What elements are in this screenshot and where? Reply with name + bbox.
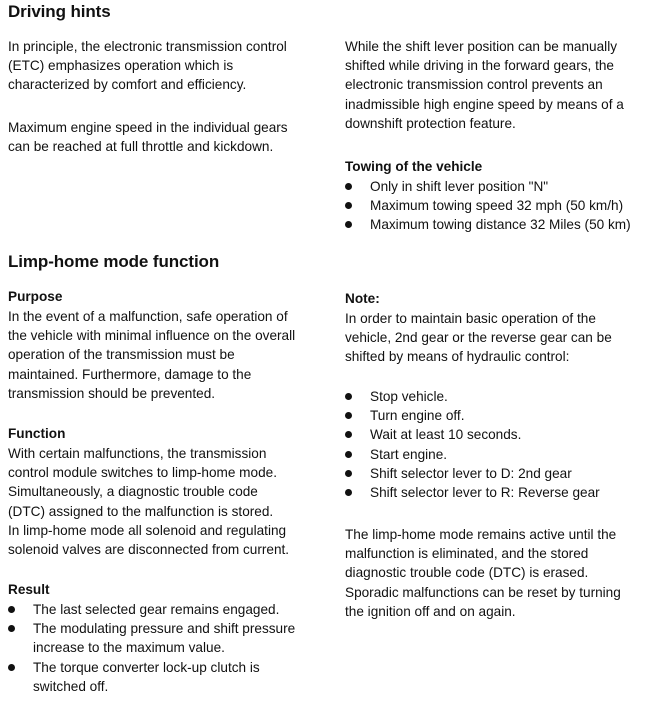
- towing-heading: Towing of the vehicle: [345, 159, 483, 174]
- driving-hints-intro-paragraph: [8, 37, 287, 95]
- text-line: In limp-home mode all solenoid and regulating: [8, 522, 287, 538]
- list-item: [345, 483, 600, 502]
- list-item-text: The modulating pressure and shift pressure: [33, 621, 296, 637]
- hydraulic-steps-list: [345, 387, 600, 502]
- max-engine-speed-paragraph: [8, 118, 288, 156]
- text-line: downshift protection feature.: [345, 115, 516, 131]
- list-item: [8, 600, 295, 619]
- text-line: can be reached at full throttle and kickdown.: [8, 139, 274, 155]
- list-item-text: Start engine.: [370, 446, 448, 462]
- text-line: control module switches to limp-home mode.: [8, 465, 277, 481]
- list-item-text: Turn engine off.: [370, 408, 465, 424]
- bullet-icon: [8, 625, 15, 632]
- text-line: (ETC) emphasizes operation which is: [8, 58, 234, 74]
- text-line: malfunction is eliminated, and the stored: [345, 546, 589, 562]
- list-item: [8, 619, 295, 657]
- text-line: With certain malfunctions, the transmission: [8, 446, 267, 461]
- limp-home-closing-paragraph: [345, 525, 621, 621]
- bullet-icon: [345, 489, 352, 496]
- list-item: [345, 177, 631, 196]
- result-heading: Result: [8, 582, 50, 597]
- bullet-icon: [345, 412, 352, 419]
- text-line: maintained. Furthermore, damage to the: [8, 366, 252, 382]
- list-item-text: switched off.: [33, 678, 109, 694]
- text-line: diagnostic trouble code (DTC) is erased.: [345, 565, 589, 581]
- text-line: Maximum engine speed in the individual gears: [8, 120, 288, 135]
- list-item: [345, 445, 600, 464]
- list-item: [345, 387, 600, 406]
- list-item: [345, 406, 600, 425]
- text-line: shifted while driving in the forward gears, the: [345, 58, 614, 74]
- list-item: [345, 425, 600, 444]
- downshift-protection-paragraph: [345, 37, 624, 133]
- list-item: [8, 658, 295, 696]
- list-item: [345, 215, 631, 234]
- function-paragraph: [8, 444, 289, 559]
- list-item-text: Shift selector lever to R: Reverse gear: [370, 485, 600, 501]
- purpose-heading: Purpose: [8, 289, 63, 304]
- note-heading: Note:: [345, 291, 380, 306]
- function-heading: Function: [8, 426, 66, 441]
- text-line: the vehicle with minimal influence on the overall: [8, 328, 296, 344]
- list-item-text: increase to the maximum value.: [33, 640, 225, 656]
- bullet-icon: [345, 451, 352, 458]
- bullet-icon: [345, 431, 352, 438]
- result-list: [8, 600, 295, 696]
- note-paragraph: [345, 309, 612, 367]
- bullet-icon: [345, 393, 352, 400]
- text-line: solenoid valves are disconnected from current.: [8, 542, 290, 558]
- list-item-text: Only in shift lever position "N": [370, 179, 549, 194]
- text-line: In the event of a malfunction, safe operation of: [8, 309, 288, 324]
- list-item-text: The last selected gear remains engaged.: [33, 602, 280, 617]
- bullet-icon: [345, 221, 352, 228]
- text-line: transmission should be prevented.: [8, 385, 216, 401]
- text-line: While the shift lever position can be manually: [345, 39, 618, 54]
- text-line: Sporadic malfunctions can be reset by turning: [345, 584, 621, 600]
- text-line: (DTC) assigned to the malfunction is stored.: [8, 503, 274, 519]
- bullet-icon: [345, 202, 352, 209]
- text-line: vehicle, 2nd gear or the reverse gear can be: [345, 330, 612, 346]
- text-line: shifted by means of hydraulic control:: [345, 349, 570, 365]
- bullet-icon: [345, 183, 352, 190]
- bullet-icon: [345, 470, 352, 477]
- text-line: Simultaneously, a diagnostic trouble code: [8, 484, 258, 500]
- text-line: inadmissible high engine speed by means of a: [345, 96, 624, 112]
- text-line: In principle, the electronic transmission control: [8, 39, 287, 54]
- text-line: characterized by comfort and efficiency.: [8, 77, 247, 93]
- list-item-text: The torque converter lock-up clutch is: [33, 659, 260, 675]
- list-item-text: Maximum towing distance 32 Miles (50 km): [370, 217, 631, 233]
- towing-list: [345, 177, 631, 235]
- list-item-text: Wait at least 10 seconds.: [370, 427, 522, 443]
- purpose-paragraph: [8, 307, 295, 403]
- text-line: The limp-home mode remains active until the: [345, 527, 617, 542]
- list-item-text: Shift selector lever to D: 2nd gear: [370, 465, 572, 481]
- text-line: In order to maintain basic operation of the: [345, 311, 596, 326]
- text-line: operation of the transmission must be: [8, 347, 235, 363]
- list-item: [345, 196, 631, 215]
- limp-home-title: Limp-home mode function: [8, 252, 220, 271]
- bullet-icon: [8, 606, 15, 613]
- list-item-text: Stop vehicle.: [370, 389, 448, 404]
- list-item-text: Maximum towing speed 32 mph (50 km/h): [370, 198, 624, 214]
- driving-hints-title: Driving hints: [8, 2, 111, 21]
- list-item: [345, 464, 600, 483]
- bullet-icon: [8, 664, 15, 671]
- text-line: electronic transmission control prevents an: [345, 77, 603, 93]
- text-line: the ignition off and on again.: [345, 603, 516, 619]
